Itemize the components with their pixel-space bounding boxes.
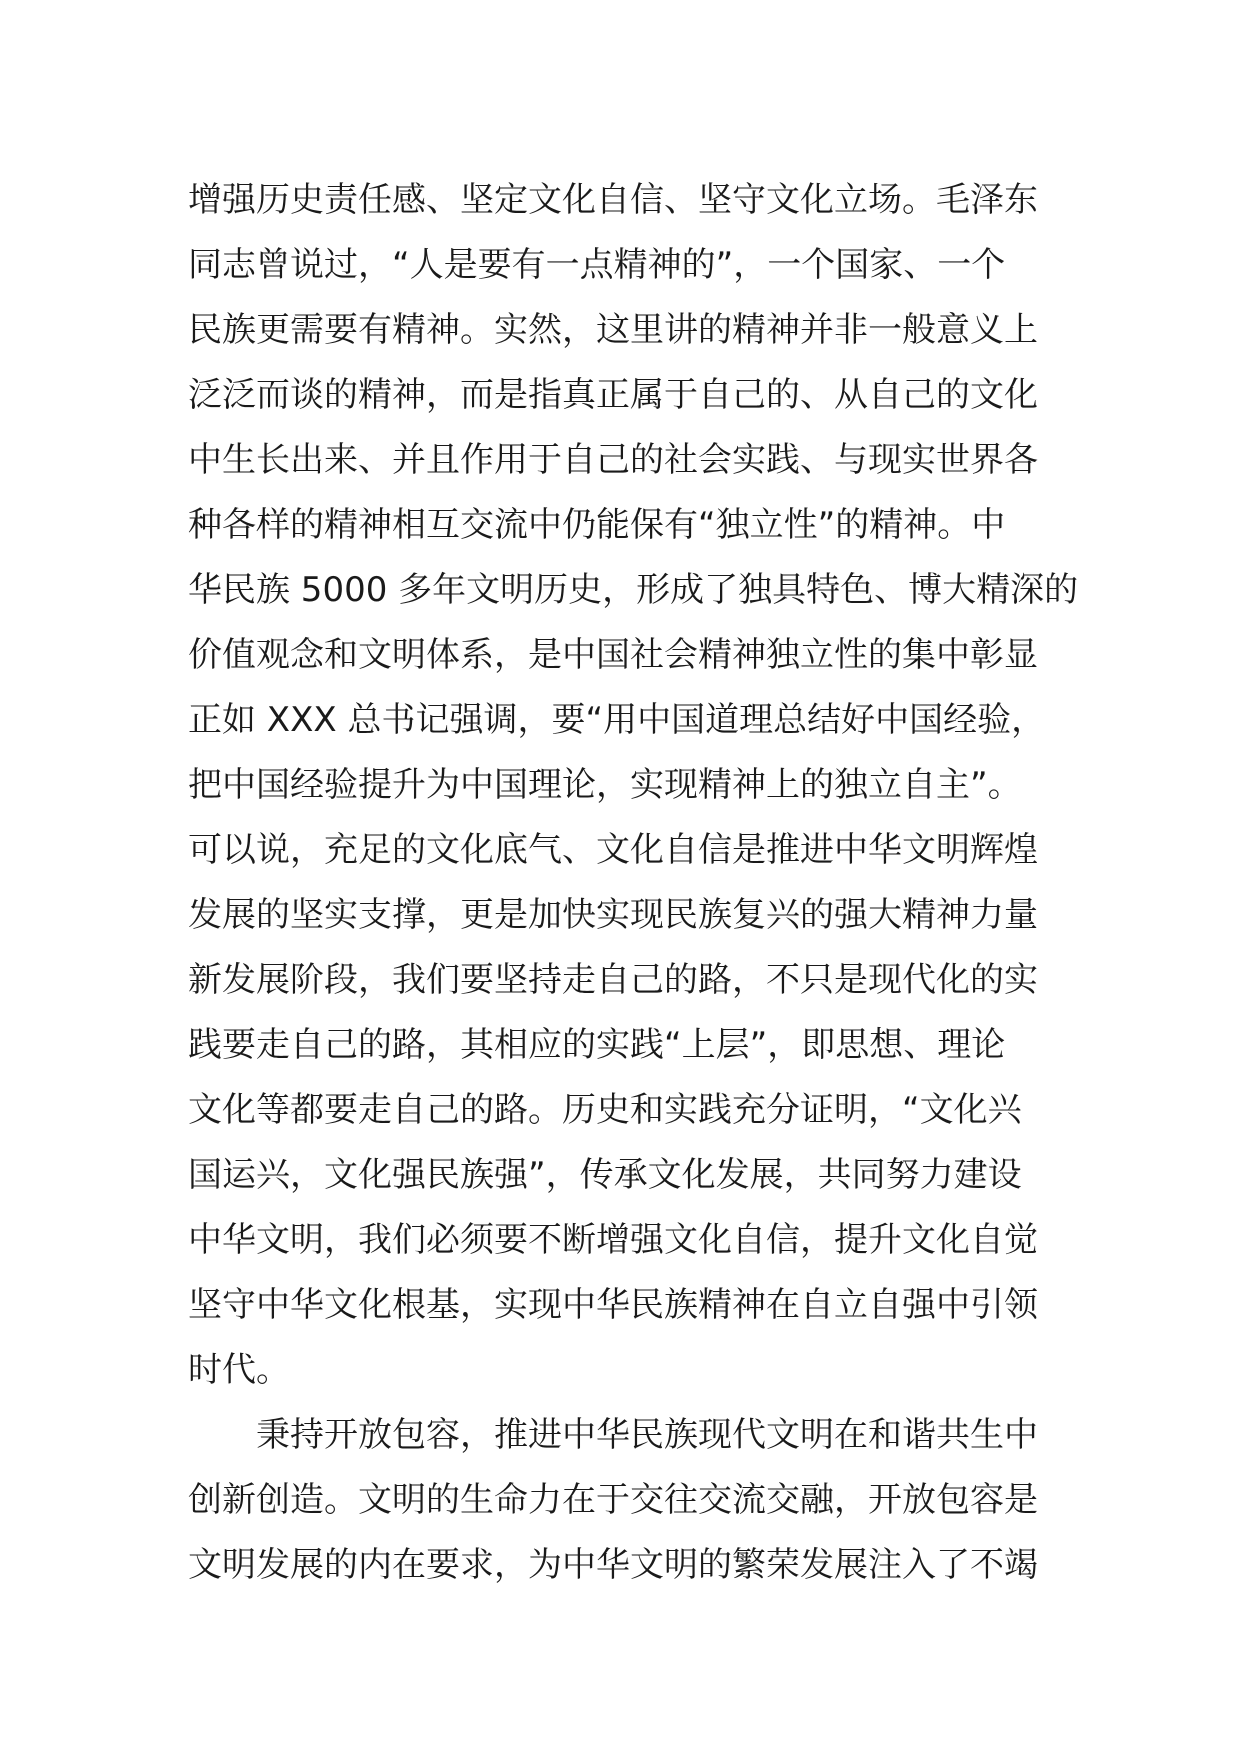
text-line: 可以说，充足的文化底气、文化自信是推进中华文明辉煌: [188, 830, 1038, 870]
text-line: 把中国经验提升为中国理论，实现精神上的独立自主”。: [188, 765, 1022, 805]
text-line: 华民族 5000 多年文明历史，形成了独具特色、博大精深的: [188, 570, 1079, 610]
text-line: 民族更需要有精神。实然，这里讲的精神并非一般意义上: [188, 310, 1038, 350]
text-line: 同志曾说过，“人是要有一点精神的”，一个国家、一个: [188, 245, 1006, 285]
text-line: 国运兴，文化强民族强”，传承文化发展，共同努力建设: [188, 1155, 1022, 1195]
text-line: 种各样的精神相互交流中仍能保有“独立性”的精神。中: [188, 505, 1006, 545]
text-line: 新发展阶段，我们要坚持走自己的路，不只是现代化的实: [188, 960, 1038, 1000]
text-line: 正如 XXX 总书记强调，要“用中国道理总结好中国经验，: [188, 700, 1046, 740]
text-line: 坚守中华文化根基，实现中华民族精神在自立自强中引领: [188, 1285, 1038, 1325]
paragraph-start-line: 秉持开放包容，推进中华民族现代文明在和谐共生中: [188, 1415, 1038, 1455]
document-body: [188, 168, 1079, 1598]
text-line: 中华文明，我们必须要不断增强文化自信，提升文化自觉: [188, 1220, 1038, 1260]
text-line: 中生长出来、并且作用于自己的社会实践、与现实世界各: [188, 440, 1038, 480]
text-line: 文明发展的内在要求，为中华文明的繁荣发展注入了不竭: [188, 1545, 1038, 1585]
text-line: 发展的坚实支撑，更是加快实现民族复兴的强大精神力量: [188, 895, 1038, 935]
text-line: 价值观念和文明体系，是中国社会精神独立性的集中彰显: [188, 635, 1038, 675]
text-line: 践要走自己的路，其相应的实践“上层”，即思想、理论: [188, 1025, 1006, 1065]
text-line: 创新创造。文明的生命力在于交往交流交融，开放包容是: [188, 1480, 1038, 1520]
text-line: 泛泛而谈的精神，而是指真正属于自己的、从自己的文化: [188, 375, 1038, 415]
text-line: 文化等都要走自己的路。历史和实践充分证明，“文化兴: [188, 1090, 1022, 1130]
text-line: 增强历史责任感、坚定文化自信、坚守文化立场。毛泽东: [188, 180, 1038, 220]
text-line: 时代。: [188, 1350, 290, 1390]
